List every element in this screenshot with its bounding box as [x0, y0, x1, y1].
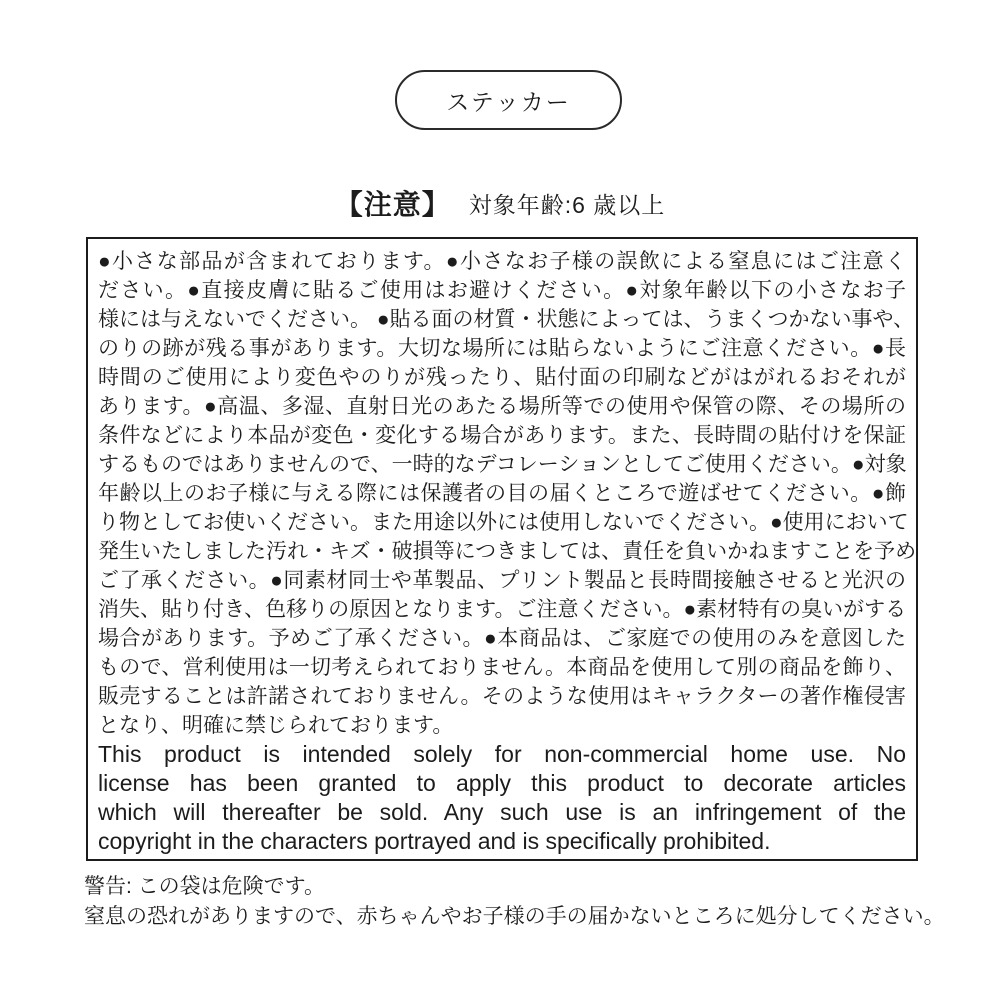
bag-warning-line: 警告: この袋は危険です。 — [84, 875, 325, 898]
english-legal-line: which will thereafter be sold. Any such use is an infringement of the — [98, 799, 906, 825]
english-legal-line: copyright in the characters portrayed and is specifically prohibited. — [98, 828, 771, 854]
japanese-warning-line: するものではありませんので、一時的なデコレーションとしてご使用ください。●対象 — [98, 453, 907, 476]
bag-warning-line: 窒息の恐れがありますので、赤ちゃんやお子様の手の届かないところに処分してください。 — [84, 905, 945, 928]
japanese-warning-line: 時間のご使用により変色やのりが残ったり、貼付面の印刷などがはがれるおそれが — [98, 366, 906, 389]
caution-title: 【注意】 — [334, 189, 451, 220]
japanese-warning-line: り物としてお使いください。また用途以外には使用しないでください。●使用において — [98, 511, 909, 534]
japanese-warning-line: 場合があります。予めご了承ください。●本商品は、ご家庭での使用のみを意図した — [98, 627, 906, 650]
japanese-warning-line: 消失、貼り付き、色移りの原因となります。ご注意ください。●素材特有の臭いがする — [98, 598, 907, 621]
product-type-badge — [395, 70, 622, 130]
english-legal-line: This product is intended solely for non-commercial home use. No — [98, 741, 906, 767]
japanese-warning-line: ●小さな部品が含まれております。●小さなお子様の誤飲による窒息にはご注意く — [98, 250, 906, 273]
japanese-warning-line: のりの跡が残る事があります。大切な場所には貼らないようにご注意ください。●長 — [98, 337, 906, 360]
japanese-warning-lines — [98, 247, 917, 740]
japanese-warning-line: となり、明確に禁じられております。 — [98, 714, 454, 737]
japanese-warning-line: 条件などにより本品が変色・変化する場合があります。また、長時間の貼付けを保証 — [98, 424, 906, 447]
target-age-text: 対象年齢:6 歳以上 — [468, 191, 666, 218]
english-legal-lines — [98, 740, 906, 856]
japanese-warning-line: 様には与えないでください。 ●貼る面の材質・状態によっては、うまくつかない事や、 — [98, 308, 915, 331]
bag-suffocation-warning — [84, 872, 950, 932]
japanese-warning-line: 発生いたしました汚れ・キズ・破損等につきましては、責任を負いかねますことを予め — [98, 540, 917, 563]
product-type-label: ステッカー — [446, 88, 571, 115]
warning-text-box — [86, 237, 918, 861]
japanese-warning-line: 販売することは許諾されておりません。そのような使用はキャラクターの著作権侵害 — [98, 685, 906, 708]
japanese-warning-line: ださい。●直接皮膚に貼るご使用はお避けください。●対象年齢以下の小さなお子 — [98, 279, 906, 302]
japanese-warning-line: もので、営利使用は一切考えられておりません。本商品を使用して別の商品を飾り、 — [98, 656, 906, 679]
japanese-warning-line: 年齢以上のお子様に与える際には保護者の目の届くところで遊ばせてください。●飾 — [98, 482, 906, 505]
japanese-warning-line: あります。●高温、多湿、直射日光のあたる場所等での使用や保管の際、その場所の — [98, 395, 906, 418]
caution-heading — [0, 184, 1000, 222]
english-legal-line: license has been granted to apply this product to decorate articles — [98, 770, 906, 796]
japanese-warning-line: ご了承ください。●同素材同士や革製品、プリント製品と長時間接触させると光沢の — [98, 569, 906, 592]
